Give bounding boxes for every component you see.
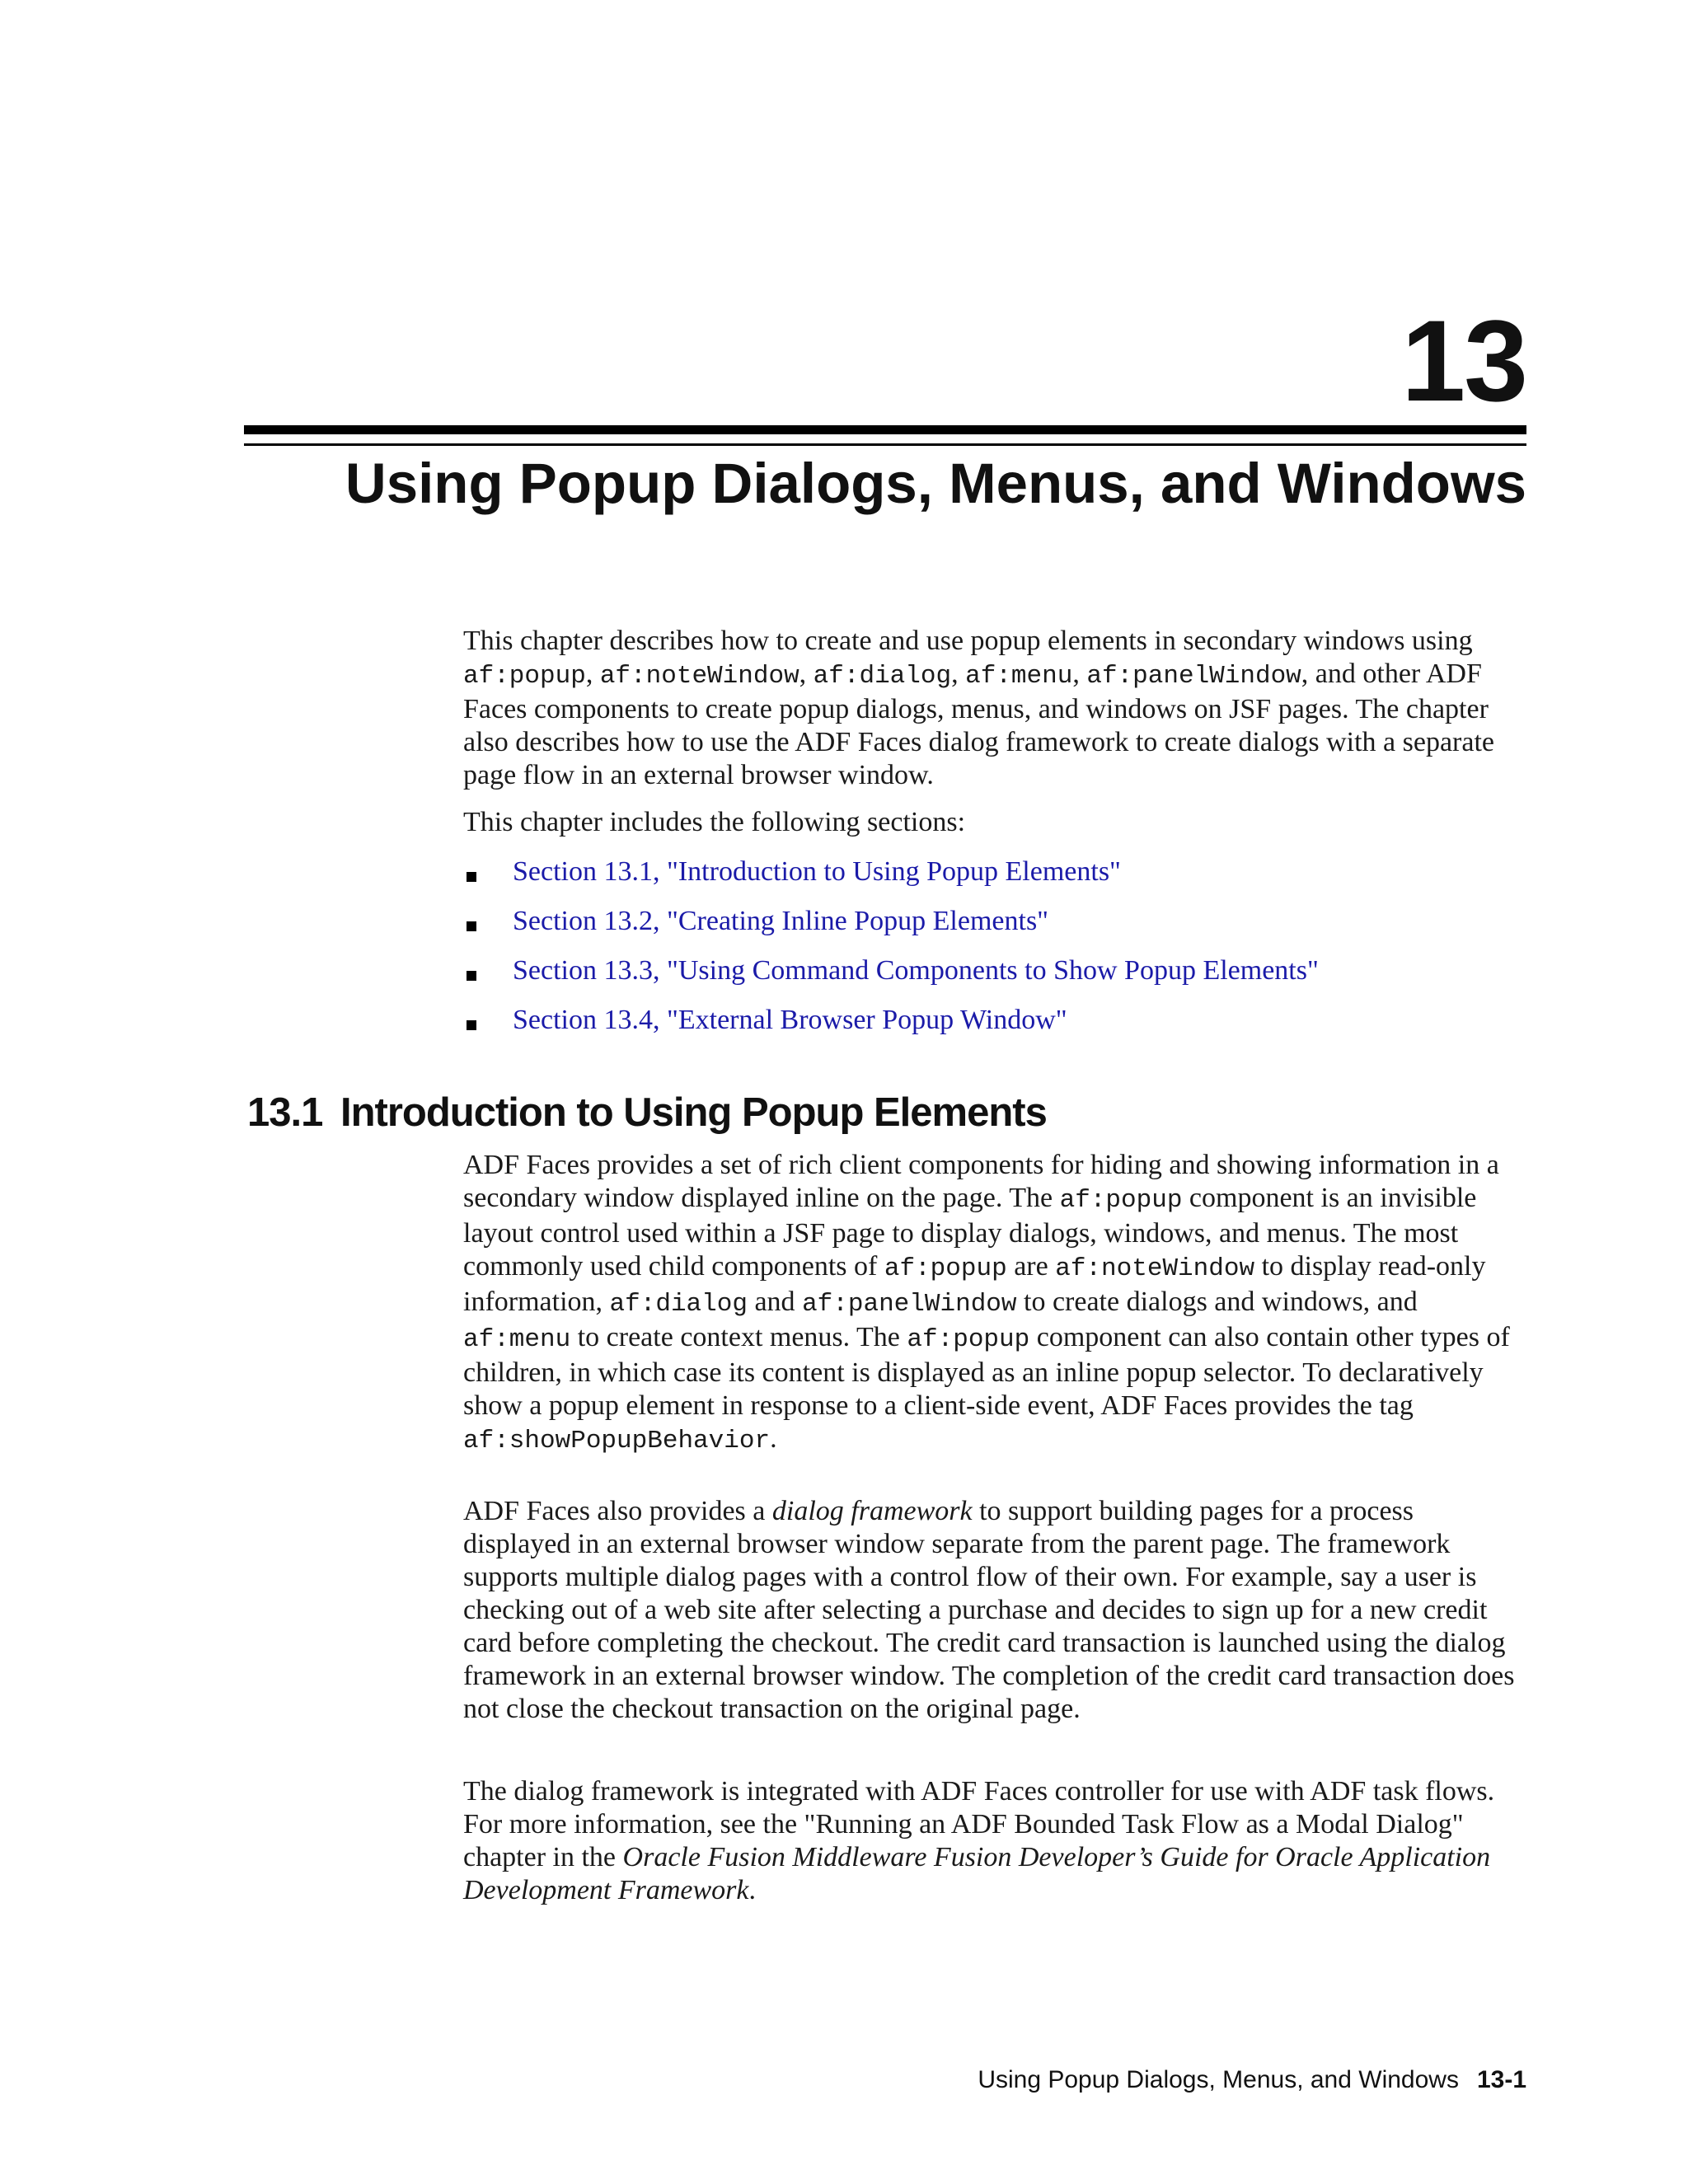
intro-text: , and other ADF Faces components to create popup dialogs, menus, and windows on JSF pages. The chapter also describes how to use the ADF Faces dialog framework to create dialogs with a separate page flow in an external browser window. [463,658,1495,790]
sections-intro [463,806,1526,839]
body-text: and [747,1286,803,1317]
code-term: af:popup [463,662,586,691]
code-term: af:popup [1059,1186,1183,1215]
section-paragraph-2 [463,1495,1526,1726]
code-term: af:popup [907,1325,1030,1354]
page-number: 13-1 [1476,2066,1526,2093]
section-link-13-1[interactable]: Section 13.1, "Introduction to Using Popup Elements" [513,856,1121,887]
section-title: Introduction to Using Popup Elements [340,1090,1047,1135]
book-title: Oracle Fusion Middleware Fusion Developer’s Guide for Oracle Application Development Framework [463,1842,1491,1905]
body-text: ADF Faces also provides a [463,1496,772,1526]
sections-intro-text: This chapter includes the following sections: [463,807,966,837]
section-link-13-2[interactable]: Section 13.2, "Creating Inline Popup Elements" [513,906,1049,936]
body-text: to display read-only information, [463,1251,1486,1317]
section-link-13-3[interactable]: Section 13.3, "Using Command Components to Show Popup Elements" [513,955,1319,986]
section-paragraph-3 [463,1775,1526,1907]
bullet-icon [467,971,476,981]
bullet-icon [467,1020,476,1030]
intro-text: , [1072,658,1087,689]
code-term: af:popup [884,1254,1007,1283]
body-text: component can also contain other types of children, in which case its content is displayed as an inline popup selector. To declaratively show a popup element in response to a client-side event, ADF Faces provides the tag [463,1322,1510,1421]
body-text: are [1006,1251,1056,1282]
list-item [463,954,1526,1004]
code-term: af:dialog [813,662,952,691]
body-text: The dialog framework is integrated with ADF Faces controller for use with ADF task flows. For more information, see the "Running an ADF Bounded Task Flow as a Modal Dialog" chapter in the [463,1776,1495,1872]
chapter-title: Using Popup Dialogs, Menus, and Windows [345,452,1526,515]
code-term: af:panelWindow [802,1290,1017,1319]
chapter-number: 13 [1401,296,1526,425]
page-footer [978,2065,1526,2095]
section-links-list [463,855,1526,1053]
body-text: to create context menus. The [570,1322,907,1352]
chapter-rule-thin [244,443,1526,446]
body-text: to support building pages for a process displayed in an external browser window separate from the parent page. The framework supports multiple dialog pages with a control flow of their own. For example, say a user is checking out of a web site after selecting a purchase and decides to sign up for a new credit card before completing the checkout. The credit card transaction is launched using the dialog framework in an external browser window. The completion of the credit card transaction does not close the checkout transaction on the original page. [463,1496,1515,1724]
section-link-13-4[interactable]: Section 13.4, "External Browser Popup Window" [513,1005,1067,1035]
footer-title: Using Popup Dialogs, Menus, and Windows [978,2066,1459,2093]
code-term: af:dialog [609,1290,748,1319]
code-term: af:showPopupBehavior [463,1427,771,1455]
body-text: ADF Faces provides a set of rich client components for hiding and showing information in a secondary window displayed inline on the page. The [463,1150,1499,1213]
section-paragraph-1 [463,1149,1526,1458]
body-text: . [770,1423,777,1454]
intro-text: , [585,658,600,689]
body-text: to create dialogs and windows, and [1016,1286,1418,1317]
bullet-icon [467,921,476,931]
intro-text: , [799,658,814,689]
code-term: af:panelWindow [1086,662,1301,691]
code-term: af:noteWindow [599,662,799,691]
intro-paragraph [463,625,1526,792]
code-term: af:menu [463,1325,571,1354]
list-item [463,855,1526,905]
section-heading [247,1088,1047,1137]
list-item [463,905,1526,954]
bullet-icon [467,872,476,882]
list-item [463,1004,1526,1053]
body-text: . [748,1875,757,1905]
code-term: af:noteWindow [1055,1254,1255,1283]
chapter-rule-thick [244,425,1526,434]
emphasis-term: dialog framework [771,1496,973,1526]
body-text: component is an invisible layout control used within a JSF page to display dialogs, windows, and menus. The most commonly used child components of [463,1183,1477,1282]
intro-text: This chapter describes how to create and use popup elements in secondary windows using [463,626,1473,656]
section-number: 13.1 [247,1090,323,1135]
code-term: af:menu [965,662,1073,691]
intro-text: , [951,658,966,689]
